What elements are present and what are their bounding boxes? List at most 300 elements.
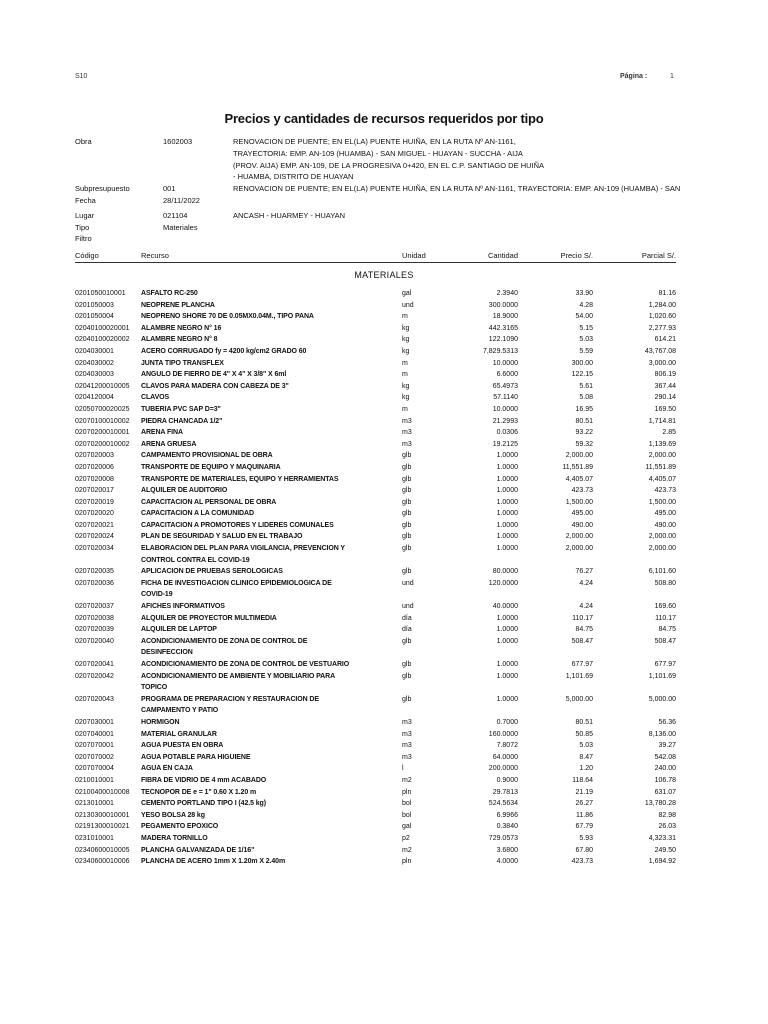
cell-quantity: 1.0000 <box>496 545 518 553</box>
meta-label: Filtro <box>75 234 92 244</box>
resource-line: ACERO CORRUGADO fy = 4200 kg/cm2 GRADO 60 <box>141 347 307 355</box>
cell-partial: 169.60 <box>654 603 676 611</box>
cell-quantity: 729.0573 <box>488 834 518 842</box>
resource-line: PROGRAMA DE PREPARACION Y RESTAURACION DE <box>141 695 319 703</box>
cell-resource <box>141 323 356 335</box>
cell-resource <box>141 450 356 462</box>
cell-price: 8.47 <box>579 753 593 761</box>
meta-fecha <box>75 195 695 207</box>
cell-resource <box>141 497 356 509</box>
resource-line: MADERA TORNILLO <box>141 834 208 842</box>
cell-quantity: 0.0306 <box>496 429 518 437</box>
cell-price: 1,101.69 <box>565 672 593 680</box>
meta-value <box>233 136 695 183</box>
table-row <box>75 323 676 335</box>
cell-price: 5.15 <box>579 324 593 332</box>
resource-line: CEMENTO PORTLAND TIPO I (42.5 kg) <box>141 800 266 808</box>
cell-code: 0207020034 <box>75 545 114 553</box>
cell-price: 5.03 <box>579 742 593 750</box>
resource-line: TECNOPOR DE e = 1" 0.60 X 1.20 m <box>141 788 257 796</box>
cell-code: 0207040001 <box>75 730 114 738</box>
cell-price: 2,000.00 <box>565 533 593 541</box>
cell-quantity: 2.3940 <box>496 290 518 297</box>
cell-price: 11.86 <box>576 811 593 819</box>
table-row <box>75 392 676 404</box>
cell-partial: 81.16 <box>658 290 676 297</box>
cell-resource <box>141 346 356 358</box>
table-row <box>75 740 676 752</box>
cell-resource <box>141 404 356 416</box>
cell-unit: m <box>402 371 408 379</box>
cell-resource <box>141 392 356 404</box>
cell-partial: 508.47 <box>654 637 676 645</box>
cell-code: 0213010001 <box>75 800 114 808</box>
cell-quantity: 442.3165 <box>488 324 518 332</box>
cell-code: 02041200010005 <box>75 382 130 390</box>
resource-line: APLICACION DE PRUEBAS SEROLOGICAS <box>141 568 283 576</box>
table-row <box>75 358 676 370</box>
cell-code: 0207020039 <box>75 626 114 634</box>
cell-quantity: 18.9000 <box>492 313 518 321</box>
cell-unit: und <box>402 603 414 611</box>
cell-unit: p2 <box>402 834 410 842</box>
cell-code: 0207020024 <box>75 533 114 541</box>
cell-partial: 2,000.00 <box>648 533 676 541</box>
cell-resource <box>141 624 356 636</box>
cell-code: 02130300010001 <box>75 811 130 819</box>
cell-quantity: 7.8072 <box>496 742 518 750</box>
resource-line: HORMIGON <box>141 718 180 726</box>
cell-code: 0201050004 <box>75 313 114 321</box>
cell-code: 0207020043 <box>75 695 114 703</box>
cell-unit: gal <box>402 290 412 297</box>
cell-resource <box>141 427 356 439</box>
cell-code: 0207070001 <box>75 742 114 750</box>
resource-line: TUBERIA PVC SAP D=3" <box>141 405 221 413</box>
cell-code: 0204030002 <box>75 359 114 367</box>
table-row <box>75 450 676 462</box>
page-number: 1 <box>670 73 674 80</box>
resource-line: FICHA DE INVESTIGACION CLINICO EPIDEMIOLOGICA DE <box>141 579 332 587</box>
cell-resource <box>141 694 356 717</box>
table-row <box>75 334 676 346</box>
cell-quantity: 1.0000 <box>496 626 518 634</box>
table-row <box>75 578 676 601</box>
cell-quantity: 160.0000 <box>488 730 518 738</box>
cell-unit: m3 <box>402 718 412 726</box>
table-row <box>75 462 676 474</box>
cell-code: 0207020036 <box>75 579 114 587</box>
table-row <box>75 381 676 393</box>
resource-line: AFICHES INFORMATIVOS <box>141 603 225 611</box>
resource-line: COVID-19 <box>141 591 173 599</box>
cell-code: 0201050003 <box>75 301 114 309</box>
cell-price: 21.19 <box>575 788 593 796</box>
cell-partial: 423.73 <box>654 487 676 495</box>
cell-unit: m2 <box>402 846 412 854</box>
section-title: MATERIALES <box>354 270 414 280</box>
cell-resource <box>141 508 356 520</box>
cell-price: 4.24 <box>579 603 593 611</box>
cell-resource <box>141 636 356 659</box>
cell-resource <box>141 729 356 741</box>
cell-partial: 2,000.00 <box>648 452 676 460</box>
cell-code: 02191300010021 <box>75 823 130 831</box>
cell-unit: und <box>402 301 414 309</box>
cell-price: 5.59 <box>579 347 593 355</box>
cell-price: 490.00 <box>571 521 593 529</box>
cell-quantity: 1.0000 <box>496 533 518 541</box>
table-row <box>75 416 676 428</box>
meta-filtro <box>75 233 695 245</box>
column-header <box>75 251 676 263</box>
cell-partial: 249.50 <box>654 846 676 854</box>
col-unidad: Unidad <box>402 251 426 260</box>
cell-resource <box>141 821 356 833</box>
cell-resource <box>141 601 356 613</box>
meta-label: Subpresupuesto <box>75 184 130 194</box>
resource-line: ACONDICIONAMIENTO DE ZONA DE CONTROL DE <box>141 637 308 645</box>
cell-quantity: 524.5634 <box>488 800 518 808</box>
cell-resource <box>141 671 356 694</box>
cell-code: 0207020042 <box>75 672 114 680</box>
cell-partial: 169.50 <box>654 405 676 413</box>
resource-line: ALAMBRE NEGRO N° 16 <box>141 324 222 332</box>
cell-code: 0207020006 <box>75 463 114 471</box>
cell-resource <box>141 787 356 799</box>
table-row <box>75 566 676 578</box>
cell-quantity: 0.7000 <box>496 718 518 726</box>
cell-code: 0207070004 <box>75 765 114 773</box>
cell-price: 118.64 <box>572 776 593 784</box>
cell-unit: m <box>402 359 408 367</box>
table-row <box>75 497 676 509</box>
cell-unit: glb <box>402 533 412 541</box>
table-row <box>75 531 676 543</box>
cell-partial: 677.97 <box>654 661 676 668</box>
cell-price: 4.24 <box>579 579 593 587</box>
resource-line: TRANSPORTE DE MATERIALES, EQUIPO Y HERRAMIENTAS <box>141 475 339 483</box>
cell-quantity: 1.0000 <box>496 475 518 483</box>
cell-quantity: 1.0000 <box>496 452 518 460</box>
meta-value <box>233 233 695 245</box>
cell-resource <box>141 311 356 323</box>
cell-price: 5.08 <box>579 394 593 402</box>
table-row <box>75 810 676 822</box>
cell-quantity: 120.0000 <box>488 579 518 587</box>
obra-line: (PROV. AIJA) EMP. AN-109, DE LA PROGRESIVA 0+420, EN EL C.P. SANTIAGO DE HUIÑA <box>233 160 545 170</box>
cell-code: 0231010001 <box>75 834 114 842</box>
cell-code: 0201050010001 <box>75 290 126 297</box>
cell-partial: 495.00 <box>654 510 676 518</box>
cell-unit: glb <box>402 568 412 576</box>
cell-unit: m2 <box>402 776 412 784</box>
cell-partial: 106.78 <box>654 776 676 784</box>
cell-unit: m3 <box>402 742 412 750</box>
cell-price: 80.51 <box>575 417 593 425</box>
cell-code: 0207020020 <box>75 510 114 518</box>
cell-quantity: 1.0000 <box>496 510 518 518</box>
cell-unit: kg <box>402 324 410 332</box>
resource-line: ANGULO DE FIERRO DE 4" X 4" X 3/8" X 6ml <box>141 371 287 379</box>
cell-partial: 56.36 <box>658 718 676 726</box>
cell-code: 02340600010005 <box>75 846 130 854</box>
cell-unit: m <box>402 405 408 413</box>
cell-unit: m3 <box>402 429 412 437</box>
cell-code: 02070100010002 <box>75 417 130 425</box>
resource-line: ACONDICIONAMIENTO DE AMBIENTE Y MOBILIARIO PARA <box>141 672 336 680</box>
meta-obra <box>75 136 695 183</box>
project-meta <box>75 136 695 245</box>
resource-line: ALAMBRE NEGRO N° 8 <box>141 336 218 344</box>
cell-code: 0207020035 <box>75 568 114 576</box>
resource-line: CLAVOS <box>141 394 170 402</box>
meta-code <box>163 233 233 245</box>
cell-quantity: 29.7813 <box>492 788 518 796</box>
cell-quantity: 80.0000 <box>492 568 518 576</box>
resource-line: CAPACITACION A PROMOTORES Y LIDERES COMUNALES <box>141 521 334 529</box>
col-cantidad: Cantidad <box>487 251 518 260</box>
cell-partial: 4,323.31 <box>648 834 676 842</box>
cell-unit: glb <box>402 661 412 668</box>
cell-code: 02050700020025 <box>75 405 130 413</box>
cell-unit: gal <box>402 823 412 831</box>
meta-code: Materiales <box>163 222 198 232</box>
cell-code: 02100400010008 <box>75 788 130 796</box>
cell-resource <box>141 845 356 857</box>
obra-line: - HUAMBA, DISTRITO DE HUAYAN <box>233 172 354 182</box>
cell-partial: 806.19 <box>654 371 676 379</box>
cell-price: 67.80 <box>575 846 593 854</box>
table-row <box>75 311 676 323</box>
table-row <box>75 427 676 439</box>
cell-partial: 2,000.00 <box>648 545 676 553</box>
resource-line: ALQUILER DE AUDITORIO <box>141 487 228 495</box>
cell-code: 02340600010006 <box>75 858 130 866</box>
cell-price: 2,000.00 <box>565 545 593 553</box>
cell-code: 0207020038 <box>75 614 114 622</box>
cell-price: 5.03 <box>579 336 593 344</box>
obra-line: RENOVACION DE PUENTE; EN EL(LA) PUENTE HUIÑA, EN LA RUTA Nº AN-1161, <box>233 137 516 146</box>
cell-price: 1.20 <box>579 765 593 773</box>
table-row <box>75 798 676 810</box>
cell-quantity: 0.3840 <box>496 823 518 831</box>
cell-code: 0210010001 <box>75 776 114 784</box>
table-row <box>75 787 676 799</box>
cell-quantity: 1.0000 <box>496 487 518 495</box>
resource-line: AGUA PUESTA EN OBRA <box>141 742 224 750</box>
meta-value: RENOVACION DE PUENTE; EN EL(LA) PUENTE HUIÑA, EN LA RUTA Nº AN-1161, TRAYECTORIA: EMP. AN-109 (HUAMBA) - SAN <box>233 184 681 194</box>
cell-quantity: 6.9966 <box>496 811 518 819</box>
cell-resource <box>141 752 356 764</box>
resource-line: TRANSPORTE DE EQUIPO Y MAQUINARIA <box>141 463 281 471</box>
cell-unit: kg <box>402 382 410 390</box>
cell-quantity: 57.1140 <box>493 394 518 402</box>
cell-quantity: 40.0000 <box>492 603 518 611</box>
cell-code: 0204120004 <box>75 394 114 402</box>
meta-label: Fecha <box>75 195 96 205</box>
cell-price: 59.32 <box>575 440 593 448</box>
cell-code: 0207020008 <box>75 475 114 483</box>
cell-code: 0207020017 <box>75 487 114 495</box>
cell-price: 1,500.00 <box>565 498 593 506</box>
cell-resource <box>141 763 356 775</box>
cell-quantity: 1.0000 <box>496 672 518 680</box>
resource-line: ARENA GRUESA <box>141 440 197 448</box>
cell-price: 84.75 <box>575 626 593 634</box>
resource-line: CLAVOS PARA MADERA CON CABEZA DE 3" <box>141 382 289 390</box>
cell-price: 122.15 <box>571 371 593 379</box>
resource-line: CAPACITACION A LA COMUNIDAD <box>141 510 254 518</box>
cell-unit: glb <box>402 545 412 553</box>
cell-quantity: 4.0000 <box>496 858 518 866</box>
cell-partial: 84.75 <box>658 626 676 634</box>
cell-partial: 290.14 <box>654 394 676 402</box>
cell-price: 93.22 <box>575 429 593 437</box>
resource-table <box>75 288 676 868</box>
cell-unit: m <box>402 313 408 321</box>
table-row <box>75 821 676 833</box>
cell-price: 5,000.00 <box>565 695 593 703</box>
cell-resource <box>141 369 356 381</box>
cell-quantity: 21.2993 <box>492 417 518 425</box>
cell-quantity: 122.1090 <box>488 336 518 344</box>
cell-resource <box>141 439 356 451</box>
cell-partial: 4,405.07 <box>648 475 676 483</box>
cell-resource <box>141 856 356 868</box>
meta-value: ANCASH - HUARMEY - HUAYAN <box>233 210 346 220</box>
cell-resource <box>141 578 356 601</box>
cell-quantity: 1.0000 <box>496 695 518 703</box>
cell-code: 02040100020002 <box>75 336 130 344</box>
resource-line: ALQUILER DE PROYECTOR MULTIMEDIA <box>141 614 277 622</box>
cell-unit: kg <box>402 394 410 402</box>
resource-line: CAMPAMENTO PROVISIONAL DE OBRA <box>141 452 273 460</box>
table-row <box>75 288 676 300</box>
cell-code: 02070200010002 <box>75 440 130 448</box>
cell-quantity: 64.0000 <box>492 753 518 761</box>
cell-resource <box>141 416 356 428</box>
resource-line: PLANCHA GALVANIZADA DE 1/16" <box>141 846 255 854</box>
cell-price: 50.85 <box>575 730 593 738</box>
cell-partial: 3,000.00 <box>648 359 676 367</box>
cell-partial: 240.00 <box>654 765 676 773</box>
cell-code: 0207030001 <box>75 718 114 726</box>
resource-line: DESINFECCION <box>141 649 193 657</box>
cell-quantity: 1.0000 <box>496 637 518 645</box>
cell-resource <box>141 613 356 625</box>
cell-code: 0207020003 <box>75 452 114 460</box>
cell-resource <box>141 462 356 474</box>
cell-unit: m3 <box>402 417 412 425</box>
cell-unit: und <box>402 579 414 587</box>
meta-subpresupuesto <box>75 183 695 195</box>
cell-resource <box>141 543 356 566</box>
table-row <box>75 659 676 671</box>
meta-label: Obra <box>75 137 92 146</box>
cell-resource <box>141 566 356 578</box>
cell-partial: 2,277.93 <box>648 324 676 332</box>
cell-price: 76.27 <box>575 568 593 576</box>
cell-partial: 8,136.00 <box>648 730 676 738</box>
resource-line: ACONDICIONAMIENTO DE ZONA DE CONTROL DE VESTUARIO <box>141 661 350 668</box>
meta-label: Tipo <box>75 222 90 232</box>
cell-code: 0207020037 <box>75 603 114 611</box>
table-row <box>75 624 676 636</box>
cell-quantity: 1.0000 <box>496 498 518 506</box>
cell-price: 300.00 <box>571 359 593 367</box>
cell-price: 80.51 <box>575 718 593 726</box>
cell-price: 423.73 <box>571 858 593 866</box>
cell-price: 495.00 <box>571 510 593 518</box>
cell-resource <box>141 358 356 370</box>
table-row <box>75 833 676 845</box>
cell-unit: glb <box>402 452 412 460</box>
resource-line: PIEDRA CHANCADA 1/2" <box>141 417 223 425</box>
table-row <box>75 346 676 358</box>
cell-quantity: 0.9000 <box>496 776 518 784</box>
cell-partial: 1,101.69 <box>648 672 676 680</box>
table-row <box>75 474 676 486</box>
cell-quantity: 10.0000 <box>492 405 518 413</box>
table-row <box>75 543 676 566</box>
cell-unit: kg <box>402 347 410 355</box>
resource-line: CAMPAMENTO Y PATIO <box>141 707 219 715</box>
cell-resource <box>141 485 356 497</box>
cell-partial: 542.08 <box>654 753 676 761</box>
table-row <box>75 775 676 787</box>
table-row <box>75 508 676 520</box>
cell-unit: glb <box>402 498 412 506</box>
cell-resource <box>141 300 356 312</box>
cell-quantity: 65.4973 <box>492 382 518 390</box>
table-row <box>75 520 676 532</box>
cell-unit: kg <box>402 336 410 344</box>
cell-resource <box>141 740 356 752</box>
table-row <box>75 845 676 857</box>
resource-line: TOPICO <box>141 684 168 692</box>
cell-quantity: 200.0000 <box>488 765 518 773</box>
cell-resource <box>141 334 356 346</box>
cell-price: 2,000.00 <box>565 452 593 460</box>
cell-quantity: 10.0000 <box>492 359 518 367</box>
cell-quantity: 1.0000 <box>496 661 518 668</box>
col-precio: Precio S/. <box>560 251 593 260</box>
resource-line: PLANCHA DE ACERO 1mm X 1.20m X 2.40m <box>141 858 286 866</box>
cell-partial: 367.44 <box>654 382 676 390</box>
cell-quantity: 6.6000 <box>496 371 518 379</box>
table-row <box>75 694 676 717</box>
cell-resource <box>141 659 356 671</box>
cell-resource <box>141 531 356 543</box>
cell-code: 02040100020001 <box>75 324 130 332</box>
cell-unit: glb <box>402 463 412 471</box>
obra-line: TRAYECTORIA: EMP. AN-109 (HUAMBA) - SAN MIGUEL - HUAYAN - SUCCHA - AIJA <box>233 148 523 158</box>
table-row <box>75 369 676 381</box>
cell-partial: 1,500.00 <box>648 498 676 506</box>
cell-code: 0207020019 <box>75 498 114 506</box>
resource-line: MATERIAL GRANULAR <box>141 730 217 738</box>
resource-line: JUNTA TIPO TRANSFLEX <box>141 359 224 367</box>
cell-partial: 490.00 <box>654 521 676 529</box>
cell-partial: 1,284.00 <box>648 301 676 309</box>
table-row <box>75 439 676 451</box>
cell-unit: glb <box>402 695 412 703</box>
cell-code: 0207020040 <box>75 637 114 645</box>
cell-resource <box>141 833 356 845</box>
cell-code: 0207070002 <box>75 753 114 761</box>
cell-price: 508.47 <box>571 637 593 645</box>
